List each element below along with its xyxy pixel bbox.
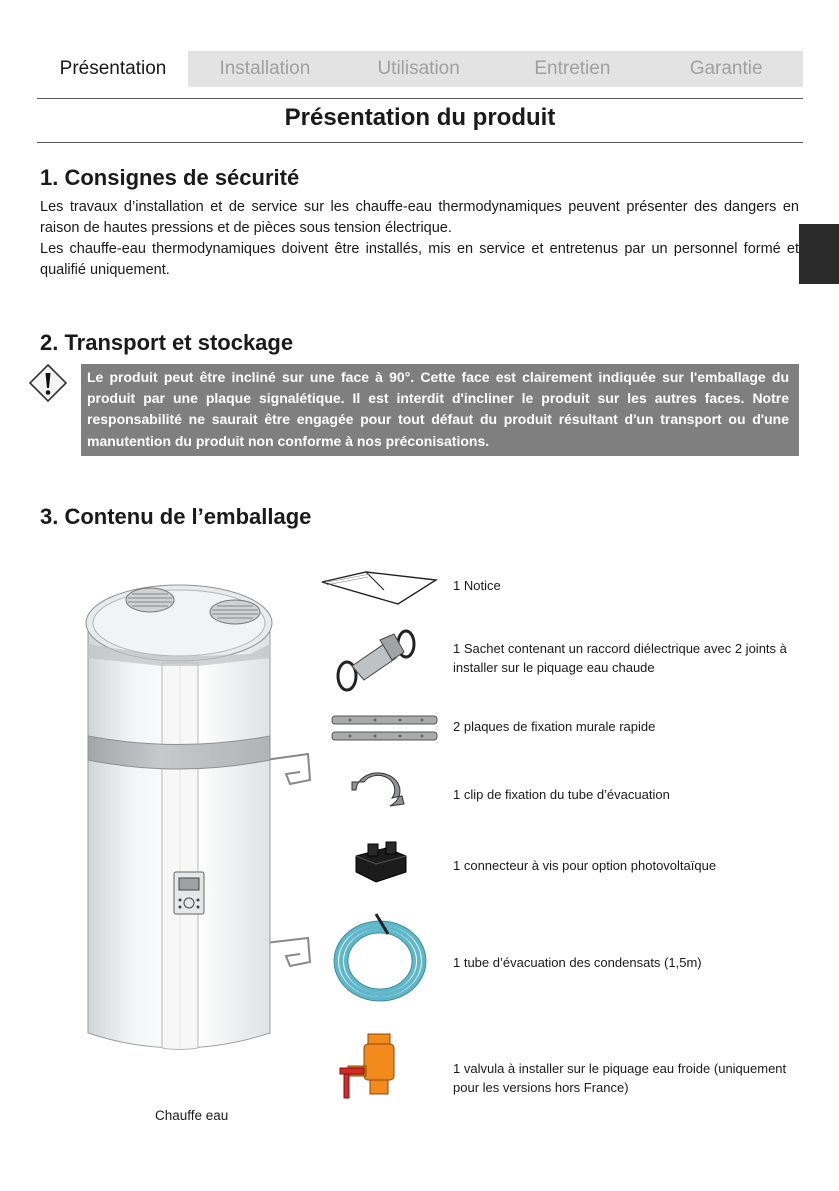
manual-icon	[318, 560, 440, 610]
item-label-connector: 1 connecteur à vis pour option photovoltaïque	[453, 858, 717, 873]
warning-box: Le produit peut être incliné sur une face à 90°. Cette face est clairement indiquée sur l'emballage du produit par une plaque signalétique. Il est interdit d'incliner le produit sur les autres faces. Notre responsabilité ne saurait être engagée pour tout défaut du produit résultant d'un transport ou d'une manutention du produit non conforme à nos préconisations.	[81, 364, 799, 456]
safety-paragraph-1: Les travaux d’installation et de service sur les chauffe-eau thermodynamiques peuvent présenter des dangers en raison de hautes pressions et de pièces sous tension électrique.	[40, 199, 799, 236]
item-label-tube: 1 tube d’évacuation des condensats (1,5m)	[453, 955, 702, 970]
side-tab-marker	[799, 224, 839, 284]
item-label-plates: 2 plaques de fixation murale rapide	[453, 719, 656, 734]
section-title-transport: 2. Transport et stockage	[40, 330, 294, 355]
page-title: Présentation du produit	[284, 104, 556, 131]
tab-entretien[interactable]: Entretien	[496, 51, 650, 87]
item-label-clip: 1 clip de fixation du tube d’évacuation	[453, 787, 670, 802]
section-tabs	[38, 51, 803, 87]
tab-utilisation[interactable]: Utilisation	[342, 51, 496, 87]
tube-coil-icon	[330, 906, 430, 1006]
section-title-safety: 1. Consignes de sécurité	[40, 165, 300, 190]
warning-icon	[28, 363, 68, 403]
mounting-plates-icon	[330, 712, 440, 746]
item-label-notice: 1 Notice	[453, 578, 501, 593]
tab-presentation[interactable]: Présentation	[38, 51, 188, 87]
heater-caption: Chauffe eau	[155, 1108, 229, 1123]
section-title-contents: 3. Contenu de l’emballage	[40, 504, 312, 529]
water-heater-illustration	[80, 578, 320, 1063]
divider	[37, 142, 803, 143]
divider	[37, 98, 803, 99]
item-label-fitting: 1 Sachet contenant un raccord diélectrique avec 2 joints à installer sur le piquage eau chaude	[453, 641, 787, 675]
clip-icon	[348, 772, 408, 812]
tab-installation[interactable]: Installation	[188, 51, 342, 87]
tab-garantie[interactable]: Garantie	[649, 51, 803, 87]
fitting-icon	[334, 628, 424, 694]
item-label-valve: 1 valvula à installer sur le piquage eau froide (uniquement pour les versions hors France)	[453, 1061, 787, 1095]
valve-icon	[338, 1032, 408, 1102]
connector-icon	[350, 838, 410, 888]
safety-paragraph-2: Les chauffe-eau thermodynamiques doivent être installés, mis en service et entretenus par un personnel formé et qualifié uniquement.	[40, 241, 799, 278]
